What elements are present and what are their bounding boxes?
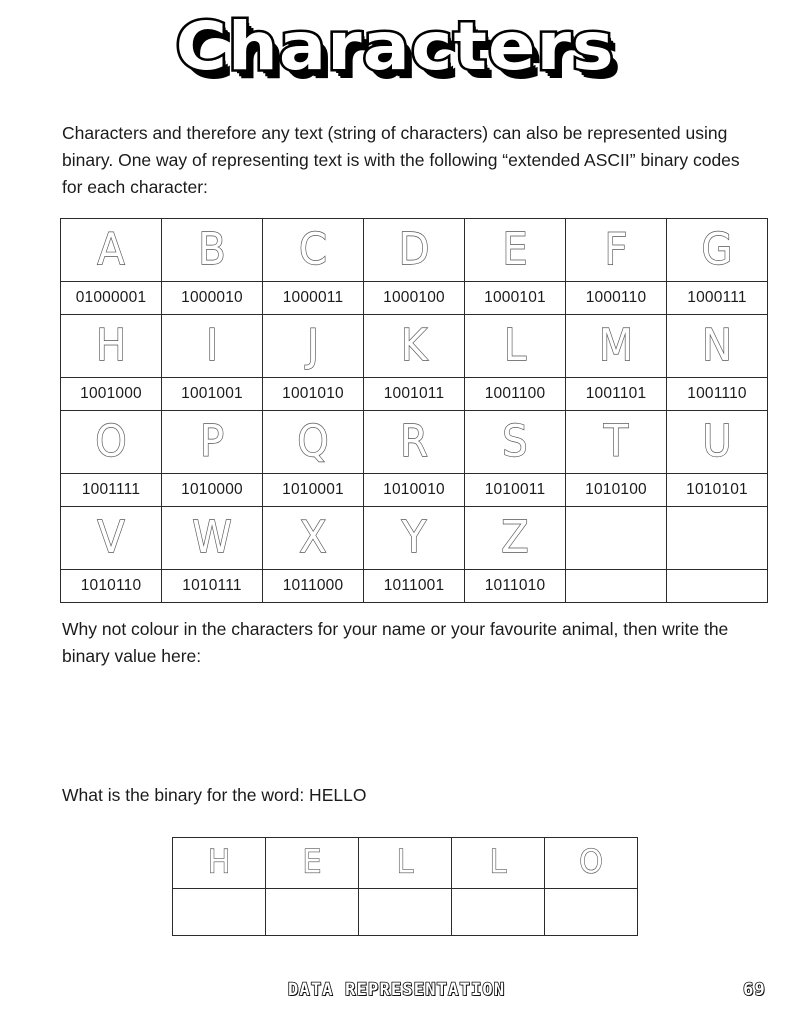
empty-letter-cell[interactable] [566,507,667,570]
table-row [61,570,768,603]
letter-cell[interactable] [465,315,566,378]
letter-cell[interactable] [364,219,465,282]
hello-letter-cell[interactable] [173,838,266,889]
outline-letter: O [579,843,603,882]
binary-code-cell: 1010000 [162,474,263,507]
binary-code-cell: 1000101 [465,282,566,315]
footer-page-number: 69 [743,980,766,1000]
empty-letter-cell[interactable] [667,507,768,570]
table-row [61,282,768,315]
binary-code-cell: 1000111 [667,282,768,315]
outline-letter: W [192,513,232,563]
binary-code-cell: 1010100 [566,474,667,507]
outline-letter: E [302,843,322,882]
binary-code-cell: 1001000 [61,378,162,411]
table-row [61,411,768,474]
letter-cell[interactable] [364,507,465,570]
hello-letter-cell[interactable] [545,838,638,889]
outline-letter: Q [297,417,329,467]
letter-cell[interactable] [61,411,162,474]
table-row [61,315,768,378]
free-writing-space[interactable] [62,672,752,772]
letter-cell[interactable] [566,315,667,378]
outline-letter: N [702,321,732,371]
outline-letter: S [502,417,528,467]
outline-letter: K [400,321,428,371]
binary-code-cell: 1011001 [364,570,465,603]
outline-letter: V [97,513,125,563]
letter-cell[interactable] [263,507,364,570]
outline-letter: L [503,321,527,371]
hello-answer-cell[interactable] [545,889,638,936]
binary-code-cell: 1000010 [162,282,263,315]
letter-cell[interactable] [61,219,162,282]
page-title: Characters [175,8,616,85]
binary-code-cell: 1000100 [364,282,465,315]
binary-code-cell: 1000011 [263,282,364,315]
binary-code-cell: 1001111 [61,474,162,507]
table-row [61,378,768,411]
binary-code-cell: 1001001 [162,378,263,411]
hello-answer-cell[interactable] [173,889,266,936]
hello-answer-row [173,889,638,936]
letter-cell[interactable] [667,219,768,282]
page-title-container [0,8,791,85]
binary-code-cell: 1001101 [566,378,667,411]
hello-letter-cell[interactable] [266,838,359,889]
footer-section-title: DATA REPRESENTATION [288,980,506,1000]
binary-code-cell: 1001110 [667,378,768,411]
letter-cell[interactable] [566,411,667,474]
binary-code-cell: 1010111 [162,570,263,603]
letter-cell[interactable] [667,411,768,474]
letter-cell[interactable] [364,315,465,378]
binary-code-cell: 1011010 [465,570,566,603]
outline-letter: Y [401,513,427,563]
letter-cell[interactable] [263,411,364,474]
table-row [61,474,768,507]
outline-letter: H [207,843,231,882]
outline-letter: I [206,321,218,371]
colour-activity-prompt: Why not colour in the characters for your name or your favourite animal, then write the binary value here: [62,619,729,666]
binary-code-cell: 1010011 [465,474,566,507]
outline-letter: X [299,513,327,563]
empty-binary-code-cell [566,570,667,603]
outline-letter: L [396,843,414,882]
empty-binary-code-cell [667,570,768,603]
outline-letter: U [702,417,732,467]
letter-cell[interactable] [162,219,263,282]
outline-letter: B [198,225,226,275]
letter-cell[interactable] [162,507,263,570]
table-row [61,507,768,570]
binary-code-cell: 1010101 [667,474,768,507]
hello-answer-cell[interactable] [452,889,545,936]
binary-code-cell: 1011000 [263,570,364,603]
letter-cell[interactable] [61,507,162,570]
letter-cell[interactable] [263,315,364,378]
outline-letter: P [199,417,225,467]
outline-letter: C [299,225,327,275]
letter-cell[interactable] [61,315,162,378]
binary-code-cell: 1010010 [364,474,465,507]
outline-letter: L [489,843,507,882]
binary-code-cell: 1001011 [364,378,465,411]
ascii-code-table [60,218,768,603]
table-row [61,219,768,282]
outline-letter: M [598,321,634,371]
binary-code-cell: 1001100 [465,378,566,411]
outline-letter: H [95,321,127,371]
hello-answer-cell[interactable] [266,889,359,936]
outline-letter: Z [501,513,529,563]
letter-cell[interactable] [162,315,263,378]
letter-cell[interactable] [566,219,667,282]
outline-letter: A [97,225,125,275]
letter-cell[interactable] [162,411,263,474]
hello-letter-row [173,838,638,889]
binary-code-cell: 1000110 [566,282,667,315]
hello-answer-cell[interactable] [359,889,452,936]
outline-letter: O [95,417,127,467]
hello-letter-cell[interactable] [359,838,452,889]
letter-cell[interactable] [465,219,566,282]
outline-letter: D [398,225,430,275]
hello-question: What is the binary for the word: HELLO [62,785,367,805]
letter-cell[interactable] [465,411,566,474]
binary-code-cell: 1010001 [263,474,364,507]
binary-code-cell: 1010110 [61,570,162,603]
intro-paragraph: Characters and therefore any text (string of characters) can also be represented using binary. One way of representing text is with the following “extended ASCII” binary codes for each character: [62,123,740,197]
binary-code-cell: 1001010 [263,378,364,411]
outline-letter: T [603,417,629,467]
hello-letter-cell[interactable] [452,838,545,889]
outline-letter: J [307,321,319,371]
letter-cell[interactable] [667,315,768,378]
outline-letter: F [604,225,628,275]
outline-letter: E [502,225,528,275]
letter-cell[interactable] [364,411,465,474]
binary-code-cell: 01000001 [61,282,162,315]
letter-cell[interactable] [465,507,566,570]
letter-cell[interactable] [263,219,364,282]
outline-letter: R [400,417,428,467]
hello-answer-grid [172,837,638,936]
outline-letter: G [701,225,733,275]
